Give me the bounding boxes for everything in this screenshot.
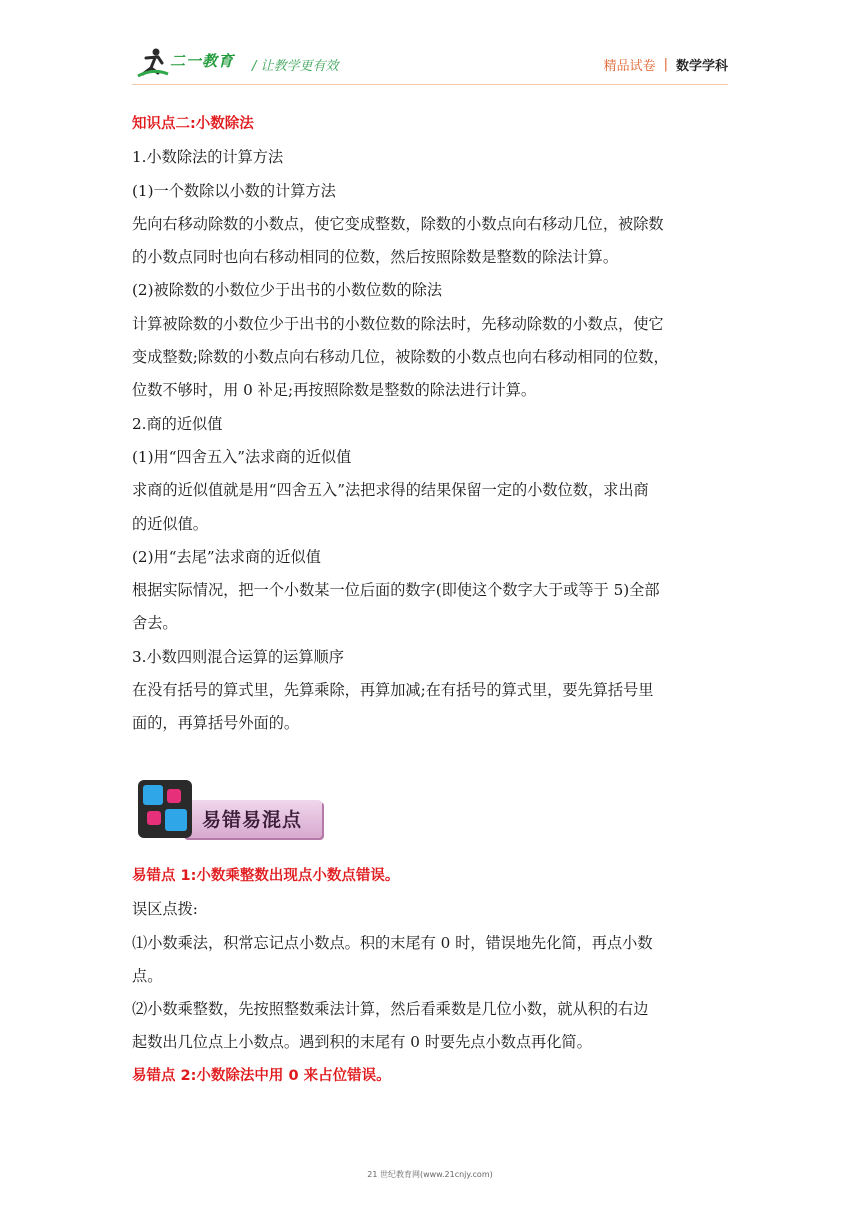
slogan: / 让教学更有效 [252, 59, 339, 74]
runner-logo-icon [136, 46, 170, 80]
banner-title: 易错易混点 [202, 809, 303, 831]
text-line: 求商的近似值就是用“四舍五入”法把求得的结果保留一定的小数位数，求出商 [132, 481, 649, 500]
text-line: 2.商的近似值 [132, 414, 223, 433]
header-divider [132, 84, 728, 85]
text-line: 起数出几位点上小数点。遇到积的末尾有 0 时要先点小数点再化简。 [132, 1033, 592, 1052]
text-line: 先向右移动除数的小数点，使它变成整数，除数的小数点向右移动几位，被除数 [132, 214, 664, 233]
section-heading: 易错点 2:小数除法中用 0 来占位错误。 [132, 1067, 391, 1084]
section-heading: 知识点二:小数除法 [132, 116, 254, 132]
brand-logo [136, 46, 248, 80]
text-line: 的小数点同时也向右移动相同的位数，然后按照除数是整数的除法计算。 [132, 248, 618, 267]
text-line: (2)用“去尾”法求商的近似值 [132, 547, 321, 566]
text-line: 位数不够时，用 0 补足;再按照除数是整数的除法进行计算。 [132, 381, 537, 400]
text-line: 在没有括号的算式里，先算乘除，再算加减;在有括号的算式里，要先算括号里 [132, 681, 654, 700]
text-line: (2)被除数的小数位少于出书的小数位数的除法 [132, 281, 443, 300]
text-line: 点。 [132, 966, 163, 985]
text-line: ⑵小数乘整数，先按照整数乘法计算，然后看乘数是几位小数，就从积的右边 [132, 1000, 649, 1019]
text-line: 计算被除数的小数位少于出书的小数位数的除法时，先移动除数的小数点，使它 [132, 314, 664, 333]
text-line: ⑴小数乘法，积常忘记点小数点。积的末尾有 0 时，错误地先化简，再点小数 [132, 933, 653, 952]
subject-tag: 数学学科 [675, 59, 728, 74]
page-header [0, 0, 860, 90]
text-line: 根据实际情况，把一个小数某一位后面的数字(即使这个数字大于或等于 5)全部 [132, 581, 660, 600]
text-line: 舍去。 [132, 614, 178, 633]
header-tags [604, 55, 728, 74]
text-line: 面的，再算括号外面的。 [132, 714, 300, 733]
section-heading: 易错点 1:小数乘整数出现点小数点错误。 [132, 868, 400, 884]
text-line: 变成整数;除数的小数点向右移动几位，被除数的小数点也向右移动相同的位数， [132, 348, 669, 367]
text-line: 3.小数四则混合运算的运算顺序 [132, 647, 344, 666]
knowledge-section [132, 108, 732, 741]
text-line: 的近似值。 [132, 514, 208, 533]
section-banner [136, 778, 326, 842]
error-points-section [132, 860, 732, 1093]
text-line: 1.小数除法的计算方法 [132, 148, 284, 167]
text-line: 误区点拨: [132, 900, 198, 919]
logo-text: 二一教育 [170, 52, 235, 70]
page-footer: 21 世纪教育网(www.21cnjy.com) [367, 1170, 493, 1179]
text-line: (1)用“四舍五入”法求商的近似值 [132, 447, 352, 466]
blocks-icon [136, 778, 194, 840]
text-line: (1)一个数除以小数的计算方法 [132, 181, 336, 200]
header-separator: | [663, 57, 668, 72]
paper-type-tag: 精品试卷 [603, 59, 656, 74]
